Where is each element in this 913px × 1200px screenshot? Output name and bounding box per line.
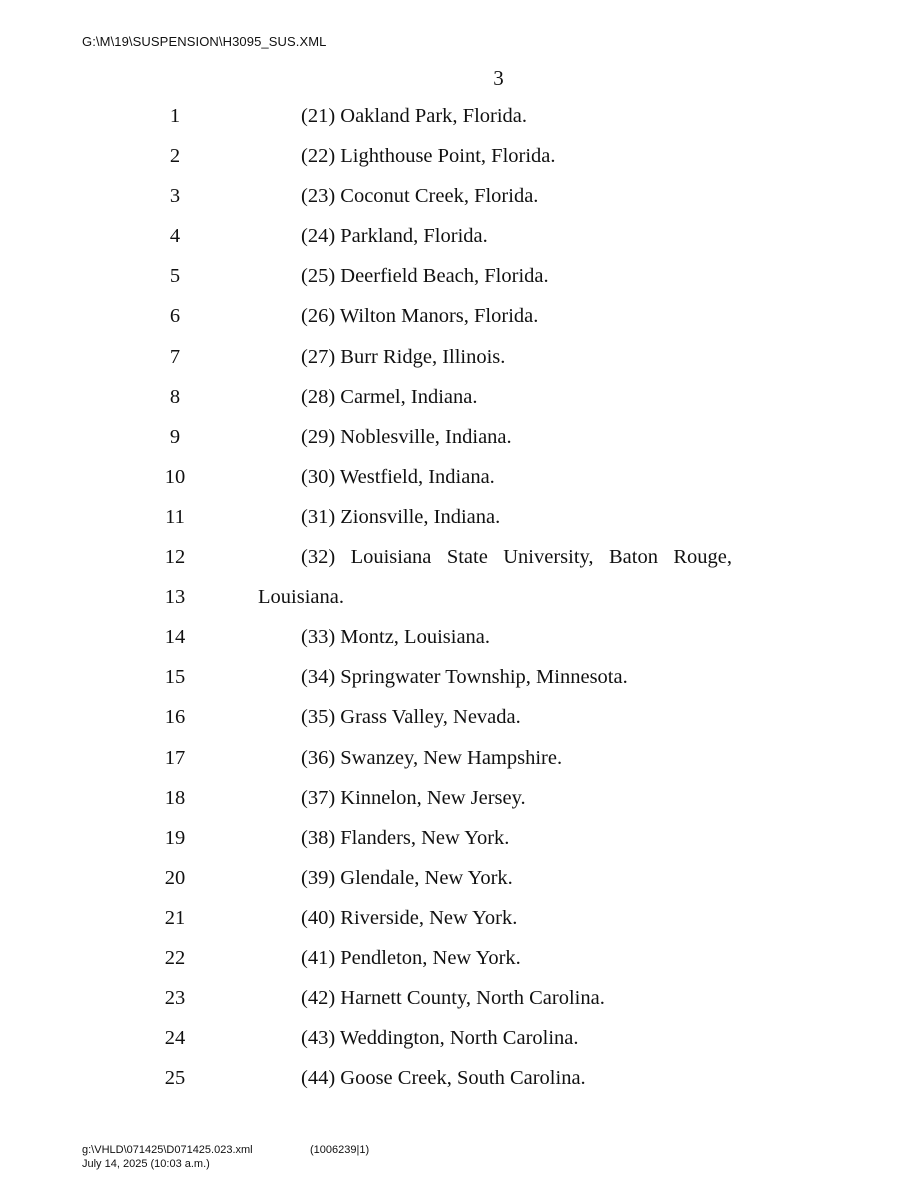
line-number: 13 xyxy=(164,586,186,609)
line-number: 10 xyxy=(164,465,186,488)
text-line xyxy=(0,702,913,742)
line-number: 6 xyxy=(169,305,181,328)
line-text: (31) Zionsville, Indiana. xyxy=(301,505,501,528)
text-line xyxy=(0,1023,913,1063)
line-number: 12 xyxy=(164,546,186,569)
line-text: (38) Flanders, New York. xyxy=(301,826,510,849)
text-line xyxy=(0,181,913,221)
text-line xyxy=(0,422,913,462)
page-number: 3 xyxy=(493,66,504,90)
line-text: (36) Swanzey, New Hampshire. xyxy=(301,746,563,769)
line-number: 23 xyxy=(164,987,186,1010)
line-text: (43) Weddington, North Carolina. xyxy=(301,1027,579,1050)
text-line xyxy=(0,823,913,863)
text-line xyxy=(0,783,913,823)
text-line xyxy=(0,582,913,622)
line-number: 16 xyxy=(164,706,186,729)
text-line xyxy=(0,261,913,301)
line-text: (35) Grass Valley, Nevada. xyxy=(301,706,521,729)
text-line xyxy=(0,462,913,502)
text-line xyxy=(0,903,913,943)
footer-job-id: (1006239|1) xyxy=(310,1144,370,1156)
line-number: 9 xyxy=(169,425,181,448)
text-line xyxy=(0,342,913,382)
line-number: 20 xyxy=(164,866,186,889)
line-numbered-text xyxy=(0,101,913,1103)
line-number: 19 xyxy=(164,826,186,849)
text-line xyxy=(0,662,913,702)
line-number: 11 xyxy=(165,505,185,528)
line-number: 3 xyxy=(169,185,181,208)
text-line xyxy=(0,101,913,141)
line-text: (25) Deerfield Beach, Florida. xyxy=(301,265,549,288)
line-text: (28) Carmel, Indiana. xyxy=(301,385,478,408)
line-number: 24 xyxy=(164,1027,186,1050)
line-text: (42) Harnett County, North Carolina. xyxy=(301,987,605,1010)
line-text: (41) Pendleton, New York. xyxy=(301,946,521,969)
text-line xyxy=(0,502,913,542)
text-line xyxy=(0,221,913,261)
line-text: (30) Westfield, Indiana. xyxy=(301,465,495,488)
line-number: 14 xyxy=(164,626,186,649)
footer-file-path: g:\VHLD\071425\D071425.023.xml xyxy=(82,1144,253,1156)
text-line xyxy=(0,983,913,1023)
line-number: 7 xyxy=(169,345,181,368)
page-footer xyxy=(82,1143,370,1171)
line-number: 21 xyxy=(164,906,186,929)
line-number: 15 xyxy=(164,666,186,689)
line-text: (22) Lighthouse Point, Florida. xyxy=(301,145,556,168)
line-text: (26) Wilton Manors, Florida. xyxy=(301,305,539,328)
document-file-path: G:\M\19\SUSPENSION\H3095_SUS.XML xyxy=(82,34,327,49)
line-text: (39) Glendale, New York. xyxy=(301,866,513,889)
text-line xyxy=(0,1063,913,1103)
text-line xyxy=(0,141,913,181)
line-text: (44) Goose Creek, South Carolina. xyxy=(301,1067,586,1090)
line-text: (23) Coconut Creek, Florida. xyxy=(301,185,539,208)
text-line xyxy=(0,382,913,422)
line-number: 17 xyxy=(164,746,186,769)
line-text: (33) Montz, Louisiana. xyxy=(301,626,491,649)
line-text: Louisiana. xyxy=(258,586,344,609)
line-text: (37) Kinnelon, New Jersey. xyxy=(301,786,526,809)
line-text: (24) Parkland, Florida. xyxy=(301,225,488,248)
text-line xyxy=(0,301,913,341)
line-text: (34) Springwater Township, Minnesota. xyxy=(301,666,628,689)
line-text: (32) Louisiana State University, Baton Rouge, xyxy=(301,546,732,569)
line-number: 4 xyxy=(169,225,181,248)
text-line xyxy=(0,743,913,783)
text-line xyxy=(0,943,913,983)
line-number: 25 xyxy=(164,1067,186,1090)
text-line xyxy=(0,542,913,582)
line-number: 1 xyxy=(169,105,181,127)
line-number: 22 xyxy=(164,946,186,969)
line-text: (27) Burr Ridge, Illinois. xyxy=(301,345,506,368)
line-number: 8 xyxy=(169,385,181,408)
line-text: (40) Riverside, New York. xyxy=(301,906,518,929)
text-line xyxy=(0,622,913,662)
line-text: (21) Oakland Park, Florida. xyxy=(301,105,528,127)
line-number: 18 xyxy=(164,786,186,809)
text-line xyxy=(0,863,913,903)
line-number: 2 xyxy=(169,145,181,168)
line-text: (29) Noblesville, Indiana. xyxy=(301,425,512,448)
footer-date: July 14, 2025 (10:03 a.m.) xyxy=(82,1158,210,1170)
line-number: 5 xyxy=(169,265,181,288)
